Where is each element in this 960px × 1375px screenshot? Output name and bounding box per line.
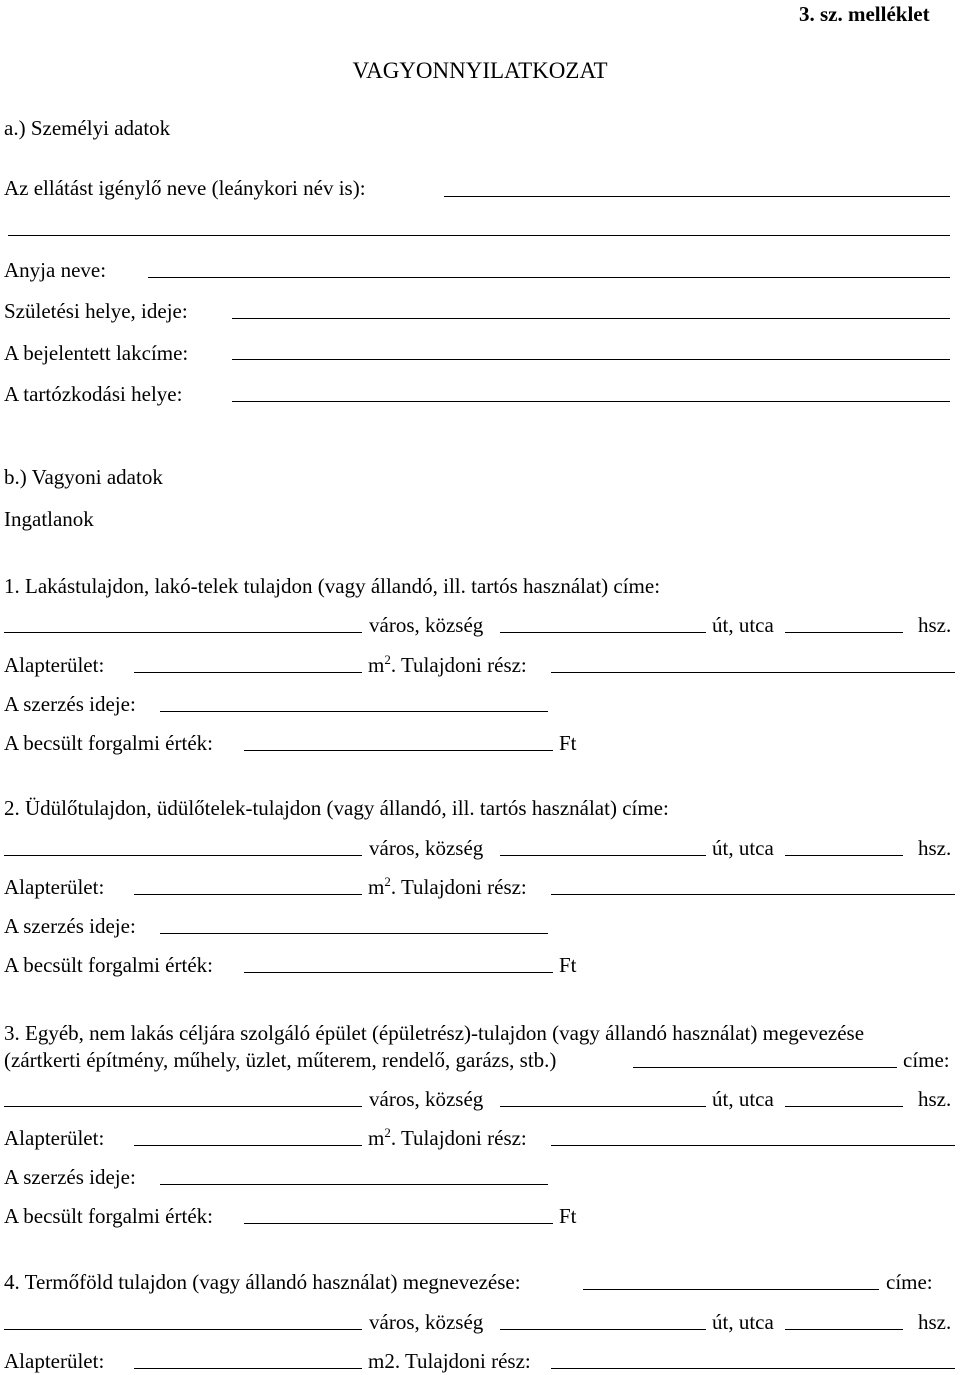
item2-city-field[interactable]: [4, 855, 362, 856]
item3-acquired-field[interactable]: [160, 1184, 548, 1185]
acquired-label: A szerzés ideje:: [4, 692, 136, 716]
street-label: út, utca: [712, 836, 774, 860]
address-label: címe:: [903, 1048, 950, 1072]
value-label: A becsült forgalmi érték:: [4, 1204, 213, 1228]
item3-share-field[interactable]: [551, 1145, 955, 1146]
street-label: út, utca: [712, 1310, 774, 1334]
unit-label: $m^2$. Tulajdoni rész:: [368, 652, 527, 677]
assets-heading: b.) Vagyoni adatok: [4, 465, 163, 489]
item2-share-field[interactable]: [551, 894, 955, 895]
registered-address-label: A bejelentett lakcíme:: [4, 341, 189, 365]
item2-title: 2. Üdülőtulajdon, üdülőtelek-tulajdon (vagy állandó, ill. tartós használat) címe:: [4, 796, 669, 820]
value-label: A becsült forgalmi érték:: [4, 953, 213, 977]
mother-name-label: Anyja neve:: [4, 258, 107, 282]
currency-label: Ft: [559, 731, 577, 755]
item2-area-field[interactable]: [134, 894, 362, 895]
area-label: Alapterület:: [4, 653, 105, 677]
item3-city-field[interactable]: [4, 1106, 362, 1107]
currency-label: Ft: [559, 1204, 577, 1228]
street-label: út, utca: [712, 613, 774, 637]
item1-share-field[interactable]: [551, 672, 955, 673]
house-label: hsz.: [918, 836, 952, 860]
item4-title: 4. Termőföld tulajdon (vagy állandó használat) megnevezése:: [4, 1270, 521, 1294]
item4-city-field[interactable]: [4, 1329, 362, 1330]
city-label: város, község: [369, 836, 484, 860]
mother-name-field[interactable]: [148, 277, 950, 278]
item4-share-field[interactable]: [551, 1368, 955, 1369]
area-label: Alapterület:: [4, 1349, 105, 1373]
area-label: Alapterület:: [4, 1126, 105, 1150]
birth-field[interactable]: [232, 318, 950, 319]
residence-label: A tartózkodási helye:: [4, 382, 183, 406]
personal-heading: a.) Személyi adatok: [4, 116, 171, 140]
item1-value-field[interactable]: [244, 750, 553, 751]
registered-address-field[interactable]: [232, 359, 950, 360]
city-label: város, község: [369, 1087, 484, 1111]
address-label: címe:: [886, 1270, 933, 1294]
acquired-label: A szerzés ideje:: [4, 914, 136, 938]
document-title: VAGYONNYILATKOZAT: [352, 58, 608, 83]
item1-acquired-field[interactable]: [160, 711, 548, 712]
item4-area-field[interactable]: [134, 1368, 362, 1369]
unit-share-label: m2. Tulajdoni rész:: [368, 1349, 531, 1373]
item3-title: 3. Egyéb, nem lakás céljára szolgáló épület (épületrész)-tulajdon (vagy állandó használat) megevezése: [4, 1021, 865, 1045]
item1-city-field[interactable]: [4, 632, 362, 633]
item1-street-field[interactable]: [500, 632, 706, 633]
item2-house-field[interactable]: [785, 855, 903, 856]
name-field-continuation[interactable]: [8, 235, 950, 236]
item3-area-field[interactable]: [134, 1145, 362, 1146]
name-field[interactable]: [444, 196, 950, 197]
item2-street-field[interactable]: [500, 855, 706, 856]
city-label: város, község: [369, 613, 484, 637]
item3-house-field[interactable]: [785, 1106, 903, 1107]
item4-house-field[interactable]: [785, 1329, 903, 1330]
house-label: hsz.: [918, 1087, 952, 1111]
item4-street-field[interactable]: [500, 1329, 706, 1330]
name-label: Az ellátást igénylő neve (leánykori név is):: [4, 176, 366, 200]
item3-street-field[interactable]: [500, 1106, 706, 1107]
item2-value-field[interactable]: [244, 972, 553, 973]
item4-name-field[interactable]: [583, 1289, 879, 1290]
value-label: A becsült forgalmi érték:: [4, 731, 213, 755]
annex-label: 3. sz. melléklet: [799, 2, 930, 26]
house-label: hsz.: [918, 613, 952, 637]
acquired-label: A szerzés ideje:: [4, 1165, 136, 1189]
currency-label: Ft: [559, 953, 577, 977]
item1-area-field[interactable]: [134, 672, 362, 673]
item1-house-field[interactable]: [785, 632, 903, 633]
residence-field[interactable]: [232, 401, 950, 402]
real-estate-subheading: Ingatlanok: [4, 507, 94, 531]
item3-name-field[interactable]: [633, 1067, 897, 1068]
birth-label: Születési helye, ideje:: [4, 299, 188, 323]
item1-title: 1. Lakástulajdon, lakó-telek tulajdon (vagy állandó, ill. tartós használat) címe:: [4, 574, 661, 598]
street-label: út, utca: [712, 1087, 774, 1111]
unit-label: $m^2$. Tulajdoni rész:: [368, 1125, 527, 1150]
item3-value-field[interactable]: [244, 1223, 553, 1224]
city-label: város, község: [369, 1310, 484, 1334]
item3-title-continuation: (zártkerti építmény, műhely, üzlet, műterem, rendelő, garázs, stb.): [4, 1048, 557, 1072]
house-label: hsz.: [918, 1310, 952, 1334]
area-label: Alapterület:: [4, 875, 105, 899]
unit-label: $m^2$. Tulajdoni rész:: [368, 874, 527, 899]
item2-acquired-field[interactable]: [160, 933, 548, 934]
